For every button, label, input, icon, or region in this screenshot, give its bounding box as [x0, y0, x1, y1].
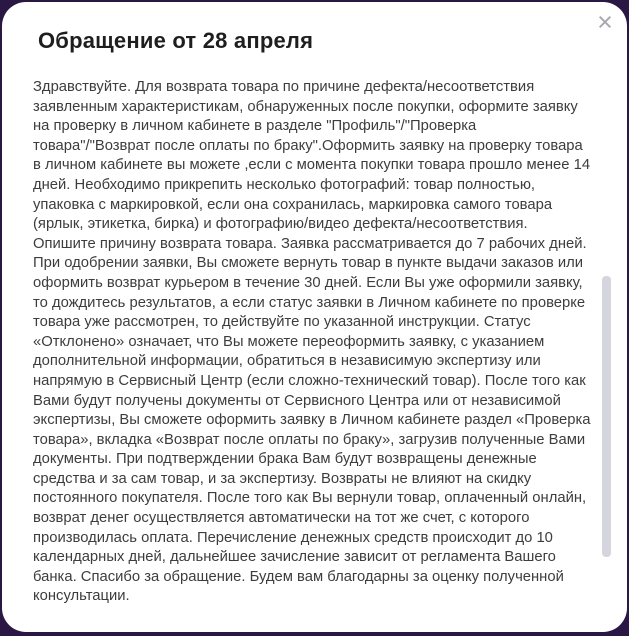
scrollbar-thumb[interactable]: [602, 276, 611, 557]
dialog-title: Обращение от 28 апреля: [38, 28, 314, 53]
appeal-dialog: [2, 2, 627, 632]
message-body: Здравствуйте. Для возврата товара по причине дефекта/несоответствия заявленным характеристикам, обнаруженных после покупки, оформите заявку на проверку в личном кабинете в разделе "Профиль"/"Проверка товара"/"Возврат после оплаты по браку".Оформить заявку на проверку товара в личном кабинете вы можете ,если с момента покупки товара прошло менее 14 дней. Необходимо прикрепить несколько фотографий: товар полностью, упаковка с маркировкой, если она сохранилась, маркировка самого товара (ярлык, этикетка, бирка) и фотографию/видео дефекта/несоответствия. Опишите причину возврата товара. Заявка рассматривается до 7 рабочих дней. При одобрении заявки, Вы сможете вернуть товар в пункте выдачи заказов или оформить возврат курьером в течение 30 дней. Если Вы уже оформили заявку, то дождитесь результатов, а если статус заявки в Личном кабинете по проверке товара уже рассмотрен, то действуйте по указанной инструкции. Статус «Отклонено» означает, что Вы можете переоформить заявку, с указанием дополнительной информации, обратиться в независимую экспертизу или напрямую в Сервисный Центр (если сложно-технический товар). После того как Вами будут получены документы от Сервисного Центра или от независимой экспертизы, Вы сможете оформить заявку в Личном кабинете раздел «Проверка товара», вкладка «Возврат после оплаты по браку», загрузив полученные Вами документы. При подтверждении брака Вам будут возвращены денежные средства и за сам товар, и за экспертизу. Возвраты не влияют на скидку постоянного покупателя. После того как Вы вернули товар, оплаченный онлайн, возврат денег осуществляется автоматически на тот же счет, с которого производилась оплата. Перечисление денежных средств происходит до 10 календарных дней, дальнейшее зачисление зависит от регламента Вашего банка. Спасибо за обращение. Будем вам благодарны за оценку полученной консультации.: [33, 79, 591, 605]
close-icon: ×: [597, 7, 613, 37]
close-button[interactable]: [591, 8, 619, 36]
